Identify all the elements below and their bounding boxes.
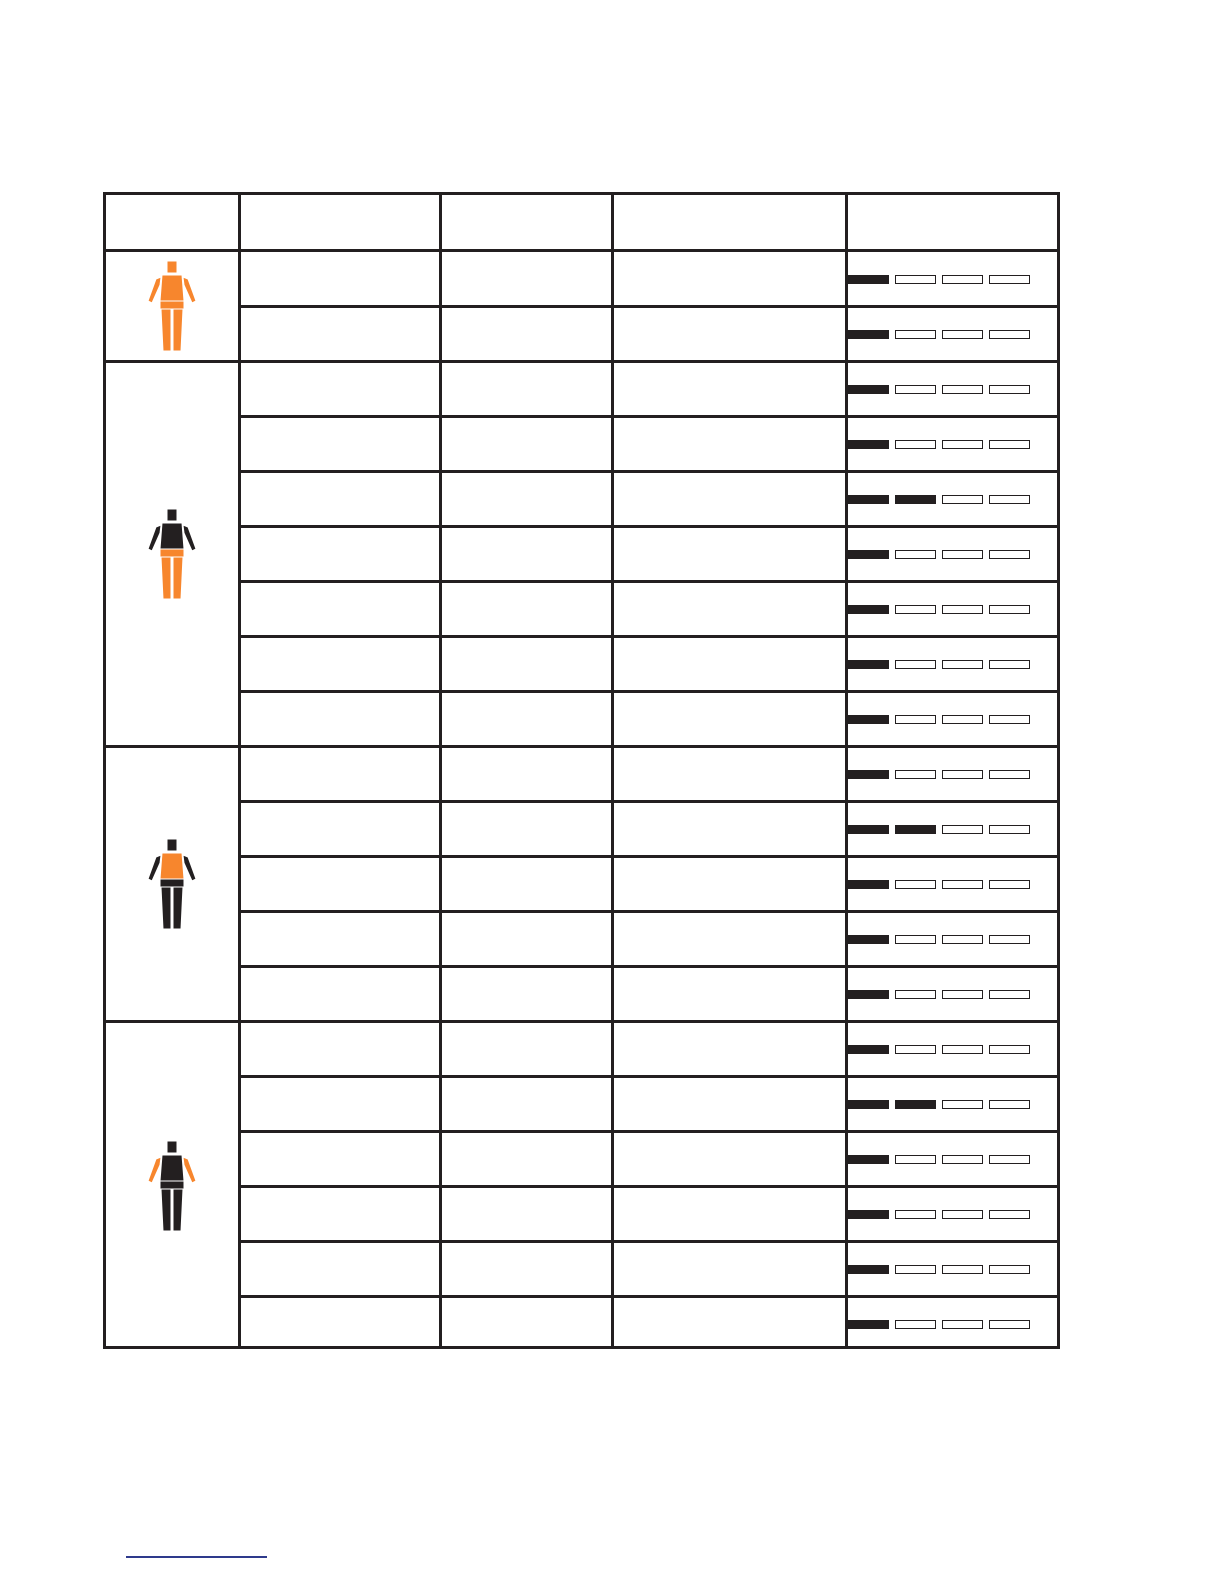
row-divider: [238, 305, 1057, 308]
rating-segment-empty: [895, 385, 936, 394]
rating-segment-empty: [989, 1100, 1030, 1109]
figure-lleg: [161, 887, 171, 929]
exercise-table: [103, 192, 1060, 1349]
rating-segment-empty: [895, 935, 936, 944]
rating-segment-empty: [942, 1210, 983, 1219]
figure-lleg: [161, 1189, 171, 1231]
rating-segment-empty: [942, 275, 983, 284]
rating-segment-empty: [895, 330, 936, 339]
row-divider: [238, 1295, 1057, 1298]
figure-torso: [160, 853, 184, 879]
rating-segment-filled: [848, 715, 889, 724]
intensity-rating: [848, 275, 1030, 284]
rating-segment-filled: [848, 990, 889, 999]
group-divider: [106, 360, 1057, 363]
intensity-rating: [848, 770, 1030, 779]
intensity-rating: [848, 1155, 1030, 1164]
intensity-rating: [848, 550, 1030, 559]
arms-figure-icon: [140, 1139, 204, 1235]
rating-segment-empty: [895, 275, 936, 284]
intensity-rating: [848, 660, 1030, 669]
rating-segment-filled: [848, 385, 889, 394]
figure-head: [167, 509, 177, 521]
row-divider: [238, 965, 1057, 968]
row-divider: [238, 470, 1057, 473]
rating-segment-empty: [989, 550, 1030, 559]
figure-rleg: [173, 557, 183, 599]
figure-rleg: [173, 887, 183, 929]
rating-segment-filled: [848, 825, 889, 834]
rating-segment-empty: [989, 385, 1030, 394]
intensity-rating: [848, 1210, 1030, 1219]
header-divider: [106, 249, 1057, 252]
rating-segment-empty: [895, 990, 936, 999]
rating-segment-filled: [895, 825, 936, 834]
figure-rleg: [173, 309, 183, 351]
rating-segment-filled: [848, 550, 889, 559]
rating-segment-empty: [942, 770, 983, 779]
rating-segment-empty: [895, 440, 936, 449]
rating-segment-empty: [942, 605, 983, 614]
rating-segment-empty: [895, 1265, 936, 1274]
rating-segment-empty: [989, 1320, 1030, 1329]
intensity-rating: [848, 935, 1030, 944]
rating-segment-empty: [895, 1155, 936, 1164]
intensity-rating: [848, 330, 1030, 339]
rating-segment-empty: [895, 1320, 936, 1329]
row-divider: [238, 580, 1057, 583]
intensity-rating: [848, 715, 1030, 724]
group-figure-cell: [106, 252, 238, 362]
rating-segment-filled: [895, 495, 936, 504]
rating-segment-empty: [942, 1265, 983, 1274]
rating-segment-empty: [942, 1045, 983, 1054]
group-figure-cell: [106, 747, 238, 1022]
rating-segment-filled: [848, 770, 889, 779]
rating-segment-empty: [989, 1155, 1030, 1164]
row-divider: [238, 1130, 1057, 1133]
rating-segment-empty: [989, 330, 1030, 339]
intensity-rating: [848, 990, 1030, 999]
rating-segment-empty: [942, 495, 983, 504]
rating-segment-empty: [942, 1155, 983, 1164]
figure-larm: [148, 277, 161, 303]
row-divider: [238, 635, 1057, 638]
rating-segment-empty: [989, 770, 1030, 779]
rating-segment-filled: [848, 1155, 889, 1164]
row-divider: [238, 690, 1057, 693]
rating-segment-empty: [895, 1210, 936, 1219]
rating-segment-filled: [848, 605, 889, 614]
figure-larm: [148, 855, 161, 881]
figure-lleg: [161, 557, 171, 599]
column-divider: [611, 195, 614, 1346]
group-figure-cell: [106, 362, 238, 747]
figure-hips: [160, 879, 184, 887]
rating-segment-empty: [989, 990, 1030, 999]
intensity-rating: [848, 385, 1030, 394]
figure-larm: [148, 525, 161, 551]
intensity-rating: [848, 1100, 1030, 1109]
figure-rarm: [183, 855, 196, 881]
rating-segment-empty: [989, 1265, 1030, 1274]
intensity-rating: [848, 825, 1030, 834]
intensity-rating: [848, 605, 1030, 614]
figure-lleg: [161, 309, 171, 351]
rating-segment-filled: [895, 1100, 936, 1109]
rating-segment-filled: [848, 880, 889, 889]
figure-torso: [160, 1155, 184, 1181]
column-divider: [439, 195, 442, 1346]
rating-segment-empty: [942, 935, 983, 944]
figure-hips: [160, 549, 184, 557]
figure-rarm: [183, 1157, 196, 1183]
torso-figure-icon: [140, 837, 204, 933]
intensity-rating: [848, 1045, 1030, 1054]
figure-torso: [160, 275, 184, 301]
intensity-rating: [848, 1320, 1030, 1329]
figure-head: [167, 1141, 177, 1153]
rating-segment-filled: [848, 935, 889, 944]
rating-segment-empty: [942, 330, 983, 339]
rating-segment-empty: [989, 1210, 1030, 1219]
intensity-rating: [848, 440, 1030, 449]
group-divider: [106, 745, 1057, 748]
figure-hips: [160, 301, 184, 309]
row-divider: [238, 1185, 1057, 1188]
rating-segment-empty: [942, 550, 983, 559]
rating-segment-empty: [989, 935, 1030, 944]
rating-segment-empty: [989, 440, 1030, 449]
rating-segment-empty: [942, 1320, 983, 1329]
figure-rleg: [173, 1189, 183, 1231]
rating-segment-filled: [848, 495, 889, 504]
figure-torso: [160, 523, 184, 549]
row-divider: [238, 415, 1057, 418]
rating-segment-empty: [989, 275, 1030, 284]
row-divider: [238, 1240, 1057, 1243]
rating-segment-empty: [989, 660, 1030, 669]
rating-segment-empty: [942, 990, 983, 999]
rating-segment-filled: [848, 1045, 889, 1054]
rating-segment-empty: [989, 605, 1030, 614]
column-divider: [238, 195, 241, 1346]
rating-segment-empty: [895, 550, 936, 559]
rating-segment-empty: [895, 605, 936, 614]
row-divider: [238, 910, 1057, 913]
rating-segment-empty: [942, 825, 983, 834]
rating-segment-empty: [942, 1100, 983, 1109]
row-divider: [238, 855, 1057, 858]
lower-body-figure-icon: [140, 507, 204, 603]
group-divider: [106, 1020, 1057, 1023]
rating-segment-empty: [895, 660, 936, 669]
rating-segment-empty: [989, 825, 1030, 834]
rating-segment-empty: [989, 495, 1030, 504]
row-divider: [238, 525, 1057, 528]
rating-segment-empty: [942, 880, 983, 889]
intensity-rating: [848, 1265, 1030, 1274]
rating-segment-filled: [848, 330, 889, 339]
rating-segment-filled: [848, 440, 889, 449]
intensity-rating: [848, 495, 1030, 504]
rating-segment-empty: [895, 880, 936, 889]
rating-segment-empty: [942, 385, 983, 394]
rating-segment-filled: [848, 275, 889, 284]
rating-segment-empty: [942, 440, 983, 449]
figure-head: [167, 261, 177, 273]
row-divider: [238, 1075, 1057, 1078]
intensity-rating: [848, 880, 1030, 889]
rating-segment-filled: [848, 1320, 889, 1329]
rating-segment-empty: [989, 880, 1030, 889]
rating-segment-filled: [848, 660, 889, 669]
rating-segment-empty: [989, 715, 1030, 724]
row-divider: [238, 800, 1057, 803]
full-body-figure-icon: [140, 259, 204, 355]
rating-segment-empty: [895, 715, 936, 724]
rating-segment-filled: [848, 1210, 889, 1219]
rating-segment-empty: [942, 660, 983, 669]
rating-segment-empty: [942, 715, 983, 724]
rating-segment-empty: [895, 1045, 936, 1054]
figure-rarm: [183, 277, 196, 303]
figure-hips: [160, 1181, 184, 1189]
figure-head: [167, 839, 177, 851]
rating-segment-filled: [848, 1265, 889, 1274]
rating-segment-filled: [848, 1100, 889, 1109]
footer-rule: [126, 1556, 267, 1558]
rating-segment-empty: [989, 1045, 1030, 1054]
figure-larm: [148, 1157, 161, 1183]
group-figure-cell: [106, 1022, 238, 1352]
figure-rarm: [183, 525, 196, 551]
rating-segment-empty: [895, 770, 936, 779]
